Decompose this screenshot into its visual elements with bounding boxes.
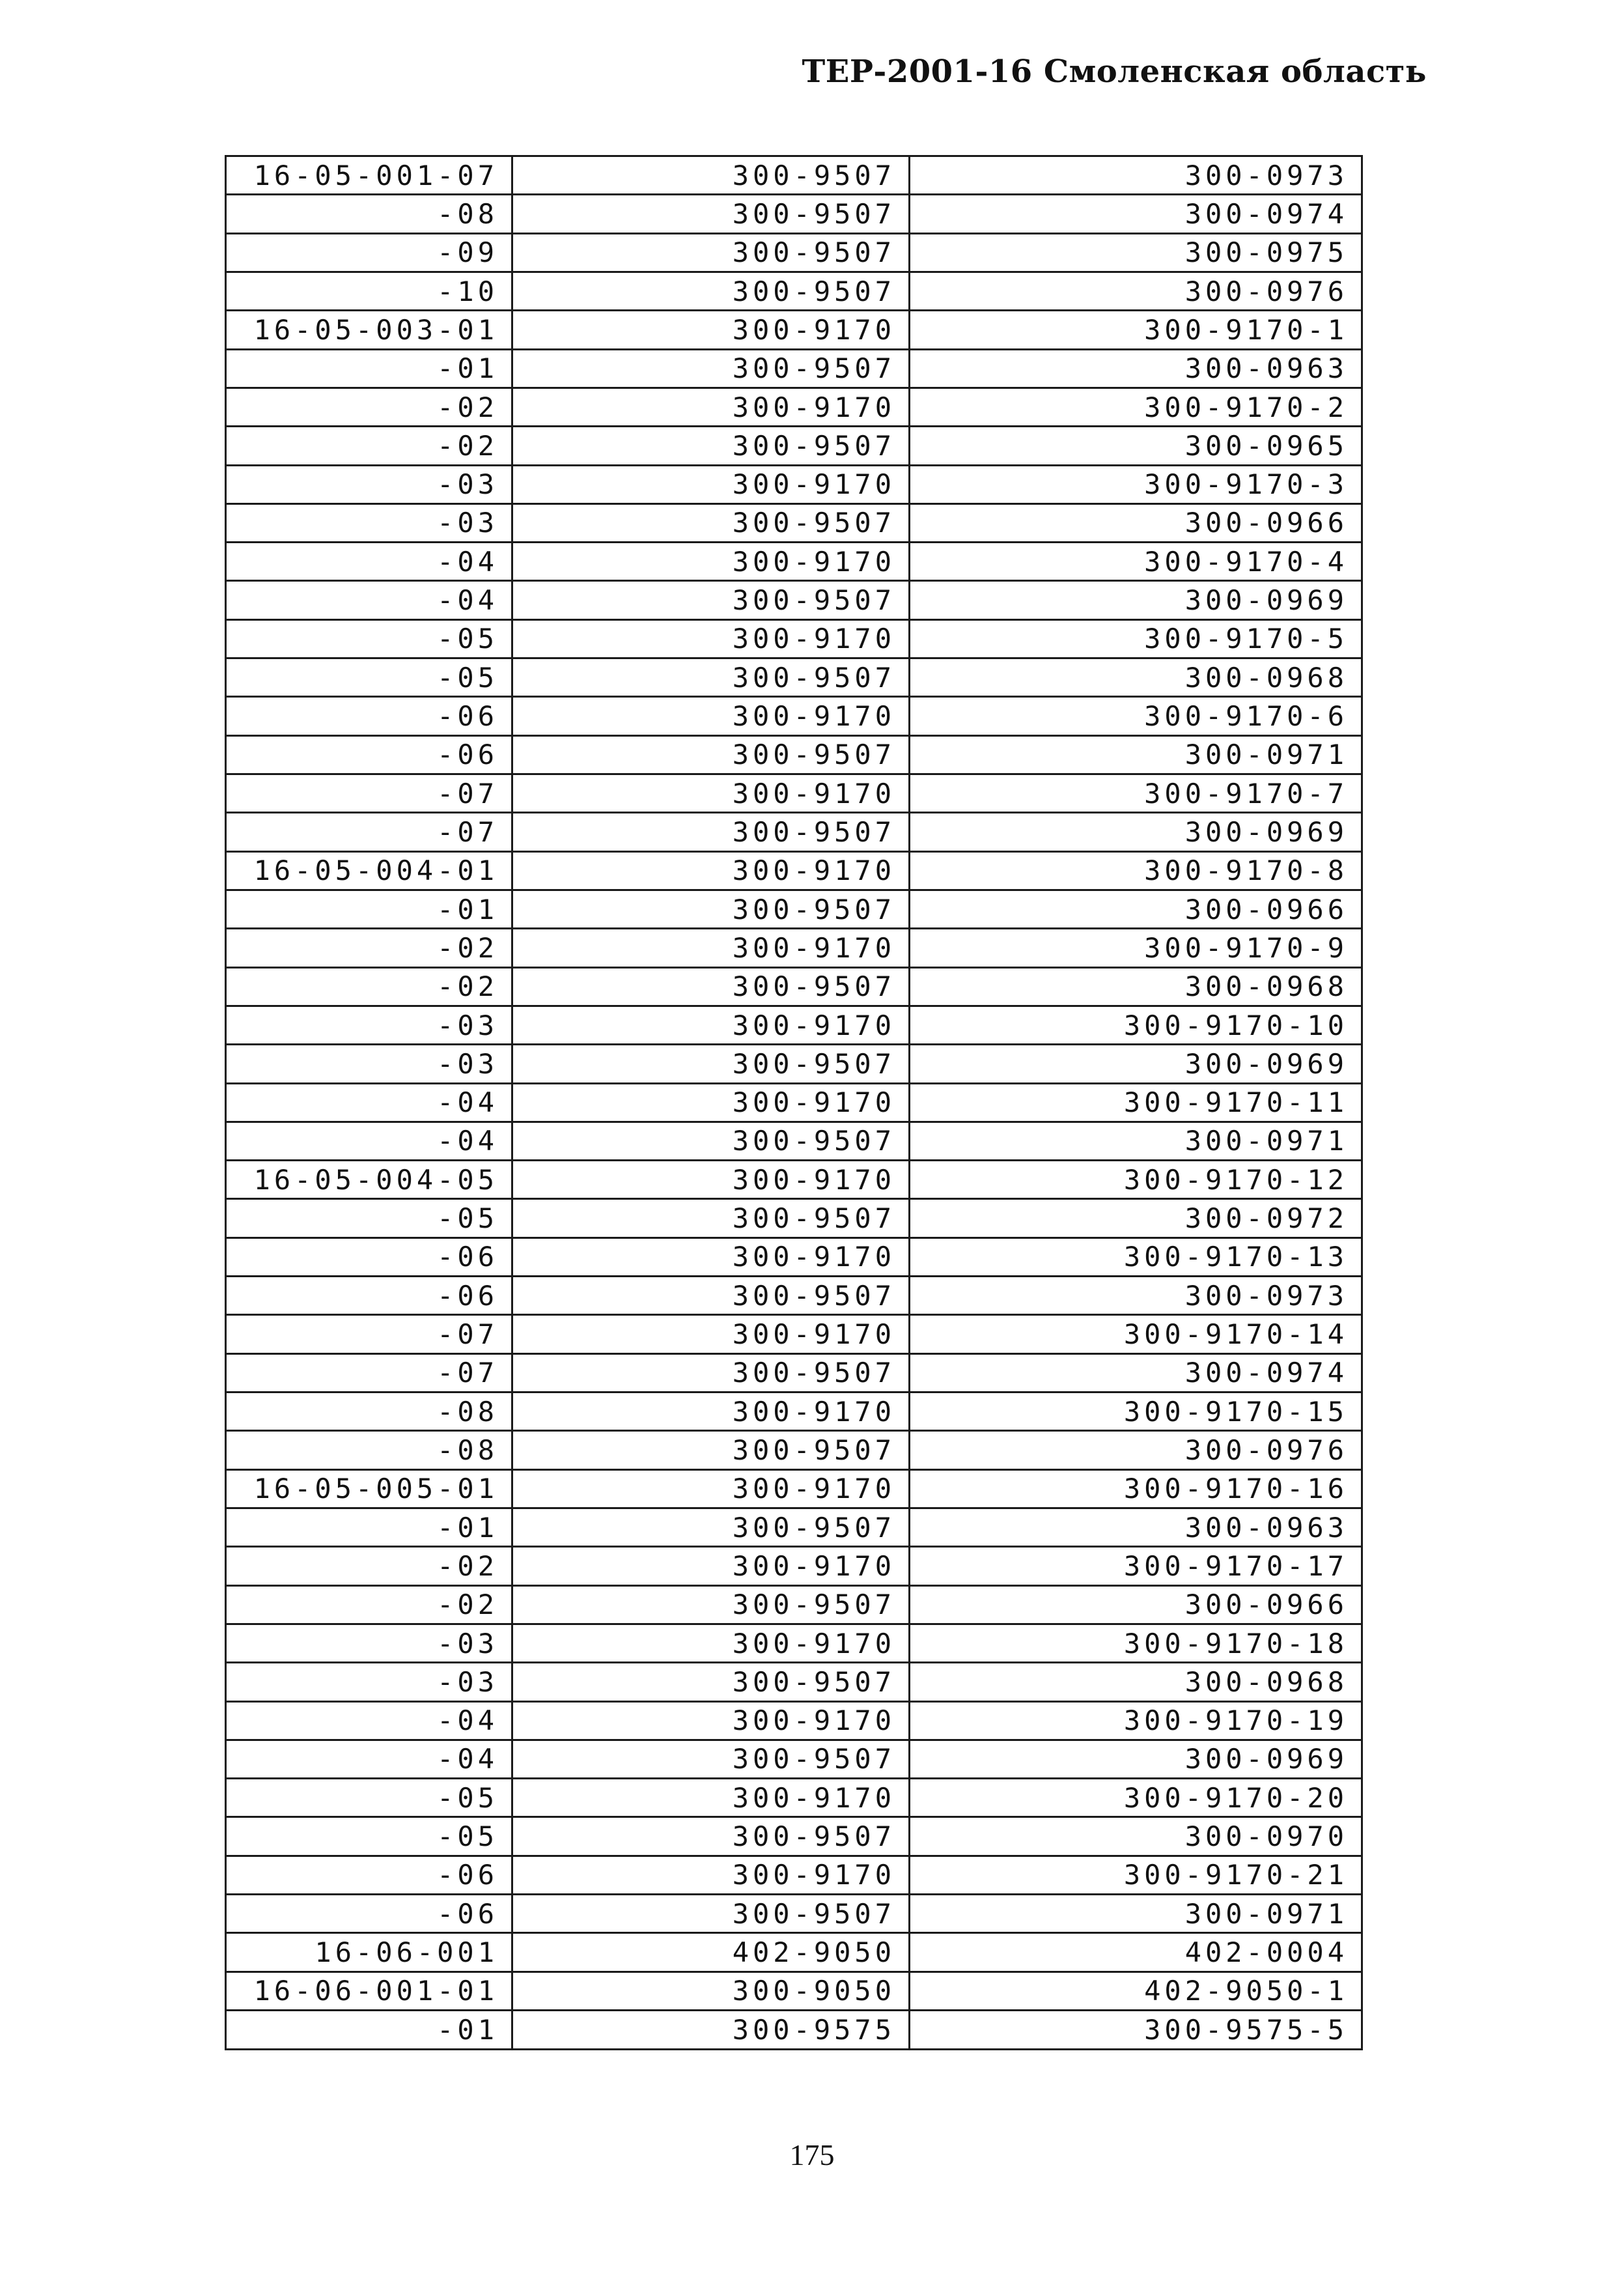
new-number-cell: 300-9170-9 [910,929,1362,967]
new-number-cell: 300-9170-14 [910,1315,1362,1353]
table-row [226,427,1362,465]
table-row [226,619,1362,658]
table-row [226,1353,1362,1392]
new-number-cell: 300-9170-1 [910,311,1362,349]
new-number-cell: 300-9170-18 [910,1624,1362,1662]
code-cell: -08 [226,1392,512,1431]
table-row [226,1817,1362,1856]
table-row [226,1161,1362,1199]
code-cell: 16-05-004-01 [226,851,512,890]
new-number-cell: 300-9170-2 [910,388,1362,426]
table-row [226,581,1362,619]
new-number-cell: 300-9170-7 [910,774,1362,813]
old-number-cell: 300-9170 [512,697,910,735]
table-row [226,156,1362,195]
table-row [226,1237,1362,1276]
old-number-cell: 300-9507 [512,813,910,851]
code-cell: -03 [226,1663,512,1701]
old-number-cell: 300-9507 [512,1817,910,1856]
old-number-cell: 300-9170 [512,543,910,581]
new-number-cell: 300-0968 [910,1663,1362,1701]
code-cell: -09 [226,233,512,272]
code-cell: -04 [226,1740,512,1778]
code-cell: -06 [226,735,512,774]
new-number-cell: 300-9170-17 [910,1547,1362,1585]
old-number-cell: 300-9507 [512,1122,910,1160]
table-row [226,1701,1362,1740]
table-row [226,1972,1362,2010]
table-row [226,890,1362,928]
table-row [226,1315,1362,1353]
code-cell: -02 [226,929,512,967]
old-number-cell: 300-9170 [512,1856,910,1894]
table-row [226,1122,1362,1160]
table-row [226,1856,1362,1894]
old-number-cell: 300-9507 [512,1431,910,1469]
code-cell: -06 [226,1237,512,1276]
table-row [226,1895,1362,1933]
table-row [226,311,1362,349]
table-row [226,233,1362,272]
code-cell: 16-05-005-01 [226,1469,512,1508]
table-row [226,1469,1362,1508]
old-number-cell: 300-9170 [512,1006,910,1044]
new-number-cell: 300-9170-4 [910,543,1362,581]
code-cell: -04 [226,1083,512,1122]
new-number-cell: 300-0968 [910,967,1362,1006]
code-cell: -02 [226,967,512,1006]
old-number-cell: 300-9507 [512,581,910,619]
code-cell: 16-05-003-01 [226,311,512,349]
code-cell: 16-06-001-01 [226,1972,512,2010]
table-row [226,1663,1362,1701]
new-number-cell: 300-0966 [910,890,1362,928]
old-number-cell: 300-9170 [512,1701,910,1740]
old-number-cell: 300-9507 [512,195,910,233]
code-cell: -03 [226,1045,512,1083]
table-row [226,1045,1362,1083]
new-number-cell: 300-9170-21 [910,1856,1362,1894]
table-row [226,1277,1362,1315]
new-number-cell: 300-0968 [910,658,1362,697]
table-row [226,1779,1362,1817]
old-number-cell: 300-9507 [512,1045,910,1083]
table-row [226,349,1362,388]
old-number-cell: 300-9170 [512,619,910,658]
old-number-cell: 300-9507 [512,156,910,195]
new-number-cell: 402-9050-1 [910,1972,1362,2010]
code-cell: -01 [226,890,512,928]
old-number-cell: 300-9170 [512,1083,910,1122]
table-row [226,658,1362,697]
table-row [226,1624,1362,1662]
code-cell: -04 [226,543,512,581]
old-number-cell: 300-9507 [512,1353,910,1392]
new-number-cell: 300-9170-5 [910,619,1362,658]
table-row [226,1933,1362,1972]
old-number-cell: 300-9170 [512,1547,910,1585]
new-number-cell: 300-0971 [910,735,1362,774]
code-cell: -07 [226,1315,512,1353]
new-number-cell: 300-0965 [910,427,1362,465]
old-number-cell: 300-9507 [512,1277,910,1315]
code-cell: -07 [226,1353,512,1392]
code-mapping-table [225,155,1363,2050]
new-number-cell: 300-0975 [910,233,1362,272]
new-number-cell: 300-0963 [910,1508,1362,1546]
old-number-cell: 300-9507 [512,890,910,928]
page-header: ТЕР-2001-16 Смоленская область [802,53,1427,90]
code-cell: -06 [226,697,512,735]
old-number-cell: 300-9507 [512,1740,910,1778]
code-cell: -07 [226,813,512,851]
code-cell: -05 [226,619,512,658]
code-cell: -10 [226,272,512,310]
old-number-cell: 300-9507 [512,1663,910,1701]
new-number-cell: 300-0971 [910,1895,1362,1933]
table-row [226,195,1362,233]
table-row [226,735,1362,774]
code-cell: -05 [226,658,512,697]
new-number-cell: 300-0972 [910,1199,1362,1237]
new-number-cell: 300-9575-5 [910,2011,1362,2050]
code-cell: -02 [226,388,512,426]
old-number-cell: 300-9170 [512,1779,910,1817]
table-row [226,1392,1362,1431]
new-number-cell: 300-9170-15 [910,1392,1362,1431]
new-number-cell: 300-9170-11 [910,1083,1362,1122]
code-cell: -03 [226,1624,512,1662]
old-number-cell: 300-9170 [512,929,910,967]
old-number-cell: 300-9507 [512,1585,910,1624]
old-number-cell: 300-9507 [512,735,910,774]
code-cell: 16-06-001 [226,1933,512,1972]
code-cell: -06 [226,1856,512,1894]
new-number-cell: 300-9170-6 [910,697,1362,735]
new-number-cell: 300-0969 [910,813,1362,851]
code-cell: -03 [226,465,512,503]
old-number-cell: 300-9170 [512,1161,910,1199]
code-cell: -03 [226,1006,512,1044]
code-cell: -05 [226,1817,512,1856]
code-cell: -01 [226,2011,512,2050]
code-cell: -05 [226,1199,512,1237]
code-cell: -03 [226,503,512,542]
old-number-cell: 300-9170 [512,1624,910,1662]
new-number-cell: 300-9170-16 [910,1469,1362,1508]
old-number-cell: 300-9170 [512,1315,910,1353]
new-number-cell: 300-9170-3 [910,465,1362,503]
code-cell: -02 [226,1585,512,1624]
table-row [226,929,1362,967]
new-number-cell: 300-0973 [910,1277,1362,1315]
new-number-cell: 300-9170-10 [910,1006,1362,1044]
table-body [226,156,1362,2050]
table-row [226,813,1362,851]
old-number-cell: 300-9507 [512,427,910,465]
new-number-cell: 300-0966 [910,1585,1362,1624]
new-number-cell: 300-0971 [910,1122,1362,1160]
new-number-cell: 300-0973 [910,156,1362,195]
new-number-cell: 300-0970 [910,1817,1362,1856]
old-number-cell: 300-9170 [512,388,910,426]
table-row [226,272,1362,310]
old-number-cell: 300-9170 [512,1469,910,1508]
old-number-cell: 402-9050 [512,1933,910,1972]
table-row [226,1083,1362,1122]
table-row [226,697,1362,735]
new-number-cell: 300-0974 [910,1353,1362,1392]
code-cell: -01 [226,1508,512,1546]
old-number-cell: 300-9170 [512,465,910,503]
table-row [226,1006,1362,1044]
old-number-cell: 300-9170 [512,311,910,349]
code-cell: -08 [226,195,512,233]
new-number-cell: 300-9170-20 [910,1779,1362,1817]
old-number-cell: 300-9507 [512,1199,910,1237]
old-number-cell: 300-9170 [512,851,910,890]
code-cell: -07 [226,774,512,813]
new-number-cell: 402-0004 [910,1933,1362,1972]
code-cell: -08 [226,1431,512,1469]
table-row [226,503,1362,542]
table-row [226,1508,1362,1546]
old-number-cell: 300-9507 [512,967,910,1006]
table-row [226,774,1362,813]
old-number-cell: 300-9507 [512,1895,910,1933]
code-table-container [225,155,1361,2050]
code-cell: -02 [226,427,512,465]
code-cell: -01 [226,349,512,388]
code-cell: -05 [226,1779,512,1817]
code-cell: -04 [226,1122,512,1160]
table-row [226,1431,1362,1469]
table-row [226,388,1362,426]
new-number-cell: 300-0963 [910,349,1362,388]
new-number-cell: 300-0976 [910,272,1362,310]
table-row [226,851,1362,890]
new-number-cell: 300-9170-13 [910,1237,1362,1276]
old-number-cell: 300-9507 [512,1508,910,1546]
page-number: 175 [789,2138,835,2171]
old-number-cell: 300-9507 [512,349,910,388]
new-number-cell: 300-9170-19 [910,1701,1362,1740]
code-cell: 16-05-004-05 [226,1161,512,1199]
old-number-cell: 300-9170 [512,774,910,813]
new-number-cell: 300-0974 [910,195,1362,233]
old-number-cell: 300-9170 [512,1392,910,1431]
table-row [226,1740,1362,1778]
code-cell: -06 [226,1277,512,1315]
code-cell: -04 [226,1701,512,1740]
table-row [226,543,1362,581]
table-row [226,465,1362,503]
new-number-cell: 300-0966 [910,503,1362,542]
old-number-cell: 300-9507 [512,658,910,697]
code-cell: -06 [226,1895,512,1933]
code-cell: -04 [226,581,512,619]
code-cell: -02 [226,1547,512,1585]
table-row [226,1585,1362,1624]
new-number-cell: 300-9170-8 [910,851,1362,890]
old-number-cell: 300-9170 [512,1237,910,1276]
old-number-cell: 300-9507 [512,503,910,542]
old-number-cell: 300-9507 [512,233,910,272]
table-row [226,1547,1362,1585]
old-number-cell: 300-9575 [512,2011,910,2050]
code-cell: 16-05-001-07 [226,156,512,195]
table-row [226,2011,1362,2050]
old-number-cell: 300-9507 [512,272,910,310]
table-row [226,1199,1362,1237]
old-number-cell: 300-9050 [512,1972,910,2010]
new-number-cell: 300-0969 [910,1740,1362,1778]
new-number-cell: 300-0976 [910,1431,1362,1469]
new-number-cell: 300-0969 [910,1045,1362,1083]
table-row [226,967,1362,1006]
new-number-cell: 300-9170-12 [910,1161,1362,1199]
new-number-cell: 300-0969 [910,581,1362,619]
